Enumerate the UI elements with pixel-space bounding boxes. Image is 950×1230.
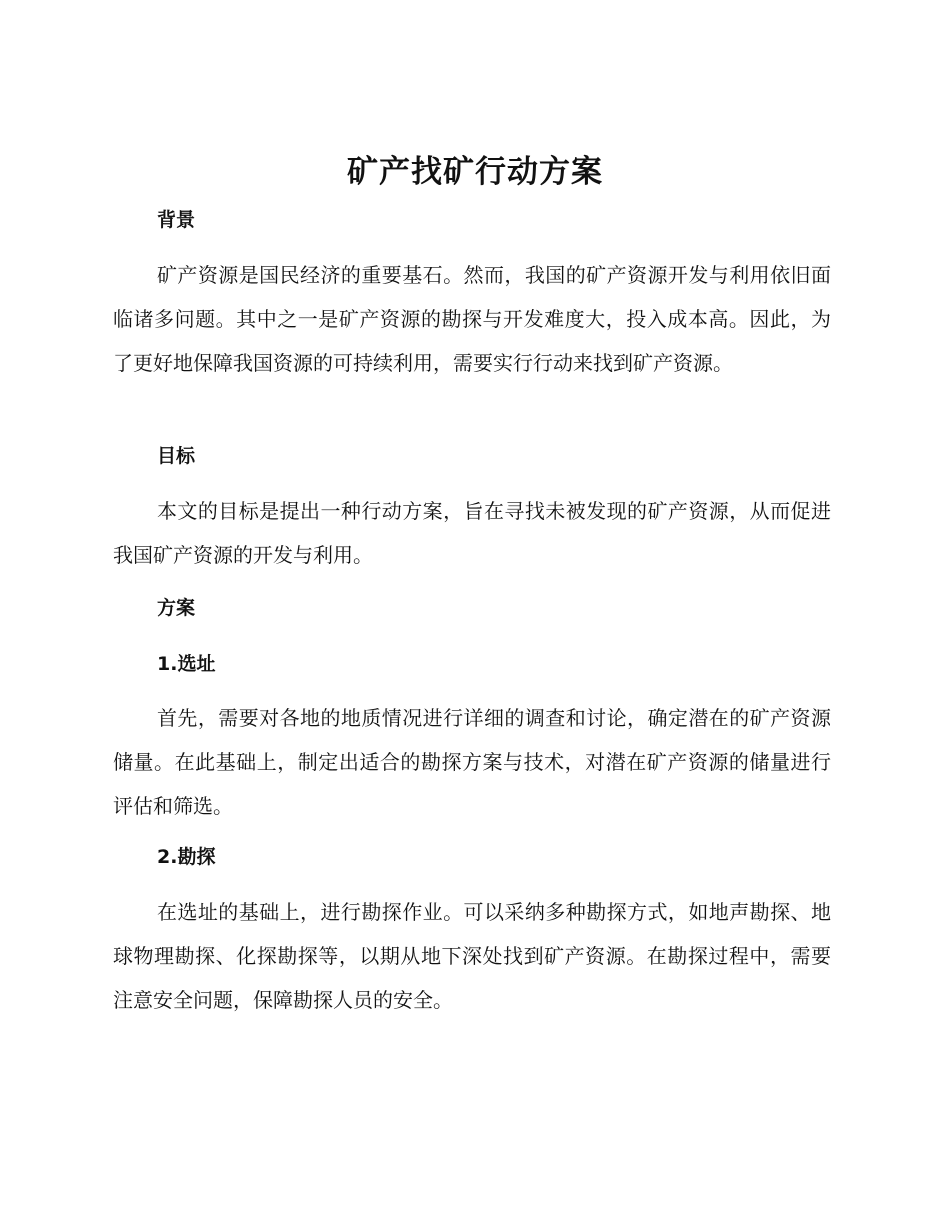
subsection-heading-exploration: 2.勘探 bbox=[157, 846, 216, 868]
document-title: 矿产找矿行动方案 bbox=[347, 154, 603, 190]
section-heading-background: 背景 bbox=[157, 209, 196, 231]
paragraph-goal: 本文的目标是提出一种行动方案，旨在寻找未被发现的矿产资源，从而促进我国矿产资源的开发与利用。 bbox=[113, 499, 831, 567]
subsection-heading-site-selection: 1.选址 bbox=[157, 653, 216, 675]
section-heading-goal: 目标 bbox=[157, 445, 196, 467]
paragraph-exploration: 在选址的基础上，进行勘探作业。可以采纳多种勘探方式，如地声勘探、地球物理勘探、化探勘探等，以期从地下深处找到矿产资源。在勘探过程中，需要注意安全问题，保障勘探人员的安全。 bbox=[113, 900, 831, 1012]
section-heading-plan: 方案 bbox=[157, 597, 196, 619]
paragraph-background: 矿产资源是国民经济的重要基石。然而，我国的矿产资源开发与利用依旧面临诸多问题。其中之一是矿产资源的勘探与开发难度大，投入成本高。因此，为了更好地保障我国资源的可持续利用，需要实行行动来找到矿产资源。 bbox=[113, 263, 831, 375]
paragraph-site-selection: 首先，需要对各地的地质情况进行详细的调查和讨论，确定潜在的矿产资源储量。在此基础上，制定出适合的勘探方案与技术，对潜在矿产资源的储量进行评估和筛选。 bbox=[113, 706, 831, 818]
